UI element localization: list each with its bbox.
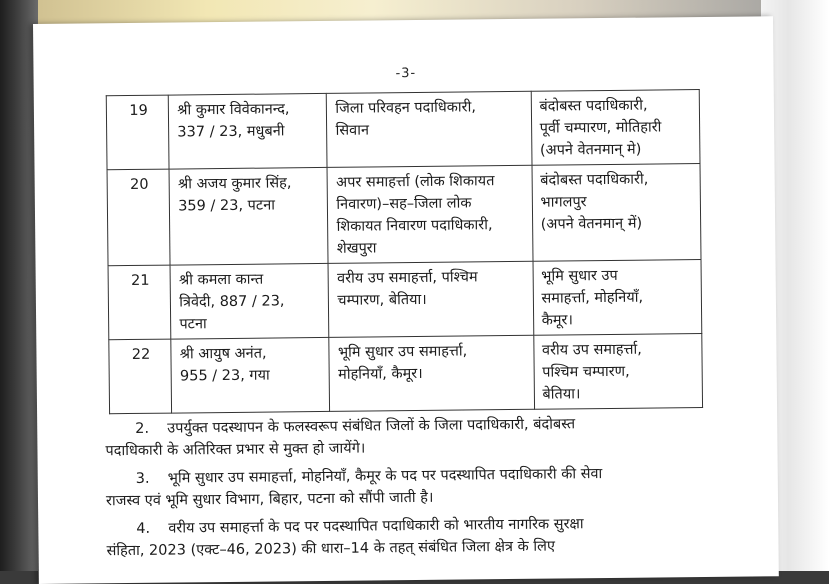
cell-text-line: मोहनियाँ, कैमूर। <box>338 365 423 383</box>
paragraph-line: राजस्व एवं भूमि सुधार विभाग, बिहार, पटना को सौंपी जाती है। <box>105 489 434 510</box>
current-post-cell <box>329 335 534 411</box>
serial-number-cell: 21 <box>108 265 171 340</box>
cell-text-line: कैमूर। <box>541 312 574 329</box>
cell-text-line: 337 / 23, मधुबनी <box>177 123 285 141</box>
cell-text-line: शिकायत निवारण पदाधिकारी, <box>336 217 493 235</box>
paragraph-line: पदाधिकारी के अतिरिक्त प्रभार से मुक्त हो जायेंगे। <box>105 440 366 460</box>
cell-text-line: समाहर्त्ता, मोहनियाँ, <box>541 289 644 307</box>
cell-text-line: बेतिया। <box>542 386 581 403</box>
table-row <box>107 164 701 266</box>
officer-name-cell <box>169 93 328 169</box>
cell-text-line: पटना <box>179 316 207 333</box>
cell-text-line: 359 / 23, पटना <box>178 197 276 215</box>
paragraph-text: उपर्युक्त पदस्थापन के फलस्वरूप संबंधित जिलों के जिला पदाधिकारी, बंदोबस्त <box>167 416 576 437</box>
current-post-cell <box>327 165 532 263</box>
numbered-paragraph <box>106 512 736 562</box>
cell-text-line: चम्पारण, बेतिया। <box>337 291 427 309</box>
background-left-edge <box>0 0 38 571</box>
numbered-paragraph <box>105 412 735 462</box>
cell-text-line: पूर्वी चम्पारण, मोतिहारी <box>539 119 662 137</box>
paragraph-text: भूमि सुधार उप समाहर्त्ता, मोहनियाँ, कैमूर के पद पर पदस्थापित पदाधिकारी की सेवा <box>167 466 603 487</box>
posting-table <box>106 89 703 414</box>
table-row <box>108 260 702 340</box>
cell-text-line: भागलपुर <box>540 194 587 211</box>
table-row <box>109 334 703 414</box>
cell-text-line: सिवान <box>335 122 370 139</box>
page-number: -3- <box>395 65 417 82</box>
serial-number-cell: 20 <box>107 169 170 266</box>
cell-text-line: भूमि सुधार उप समाहर्त्ता, <box>337 343 468 361</box>
new-post-cell <box>532 164 701 262</box>
officer-name-cell <box>170 263 329 339</box>
current-post-cell <box>328 261 533 337</box>
cell-text-line: (अपने वेतनमान् में) <box>540 215 643 233</box>
cell-text-line: श्री अजय कुमार सिंह, <box>177 175 292 193</box>
cell-text-line: (अपने वेतनमान् मे) <box>539 141 642 159</box>
cell-text-line: श्री कमला कान्त <box>178 271 264 289</box>
new-post-cell <box>531 90 700 166</box>
document-page <box>33 16 779 584</box>
cell-text-line: वरीय उप समाहर्त्ता, पश्चिम <box>337 269 478 287</box>
table-row <box>106 90 700 170</box>
paragraph-number: 2. <box>135 420 150 437</box>
paragraph-number: 4. <box>136 520 151 537</box>
paragraph-line: संहिता, 2023 (एक्ट–46, 2023) की धारा–14 के तहत् संबंधित जिला क्षेत्र के लिए <box>106 538 556 560</box>
cell-text-line: 955 / 23, गया <box>179 367 270 385</box>
serial-number-cell: 19 <box>106 95 169 170</box>
cell-text-line: श्री कुमार विवेकानन्द, <box>177 101 290 119</box>
cell-text-line: अपर समाहर्त्ता (लोक शिकायत <box>336 173 495 191</box>
numbered-paragraph <box>105 462 736 512</box>
officer-name-cell <box>171 337 330 413</box>
new-post-cell <box>533 260 702 336</box>
cell-text-line: निवारण)–सह–जिला लोक <box>336 195 472 213</box>
cell-text-line: जिला परिवहन पदाधिकारी, <box>335 99 477 117</box>
cell-text-line: भूमि सुधार उप <box>541 267 618 285</box>
new-post-cell <box>533 334 702 410</box>
cell-text-line: शेखपुरा <box>336 240 377 257</box>
cell-text-line: बंदोबस्त पदाधिकारी, <box>540 171 649 189</box>
serial-number-cell: 22 <box>109 339 172 414</box>
cell-text-line: श्री आयुष अनंत, <box>179 345 267 363</box>
paragraph-number: 3. <box>135 470 150 487</box>
cell-text-line: वरीय उप समाहर्त्ता, <box>541 341 642 359</box>
cell-text-line: त्रिवेदी, 887 / 23, <box>179 293 285 311</box>
officer-name-cell <box>169 167 328 265</box>
current-post-cell <box>327 91 532 167</box>
paragraph-text: वरीय उप समाहर्त्ता के पद पर पदस्थापित पदाधिकारी को भारतीय नागरिक सुरक्षा <box>168 516 584 537</box>
cell-text-line: बंदोबस्त पदाधिकारी, <box>539 97 648 115</box>
cell-text-line: पश्चिम चम्पारण, <box>542 363 630 381</box>
paragraphs-section <box>105 412 737 568</box>
